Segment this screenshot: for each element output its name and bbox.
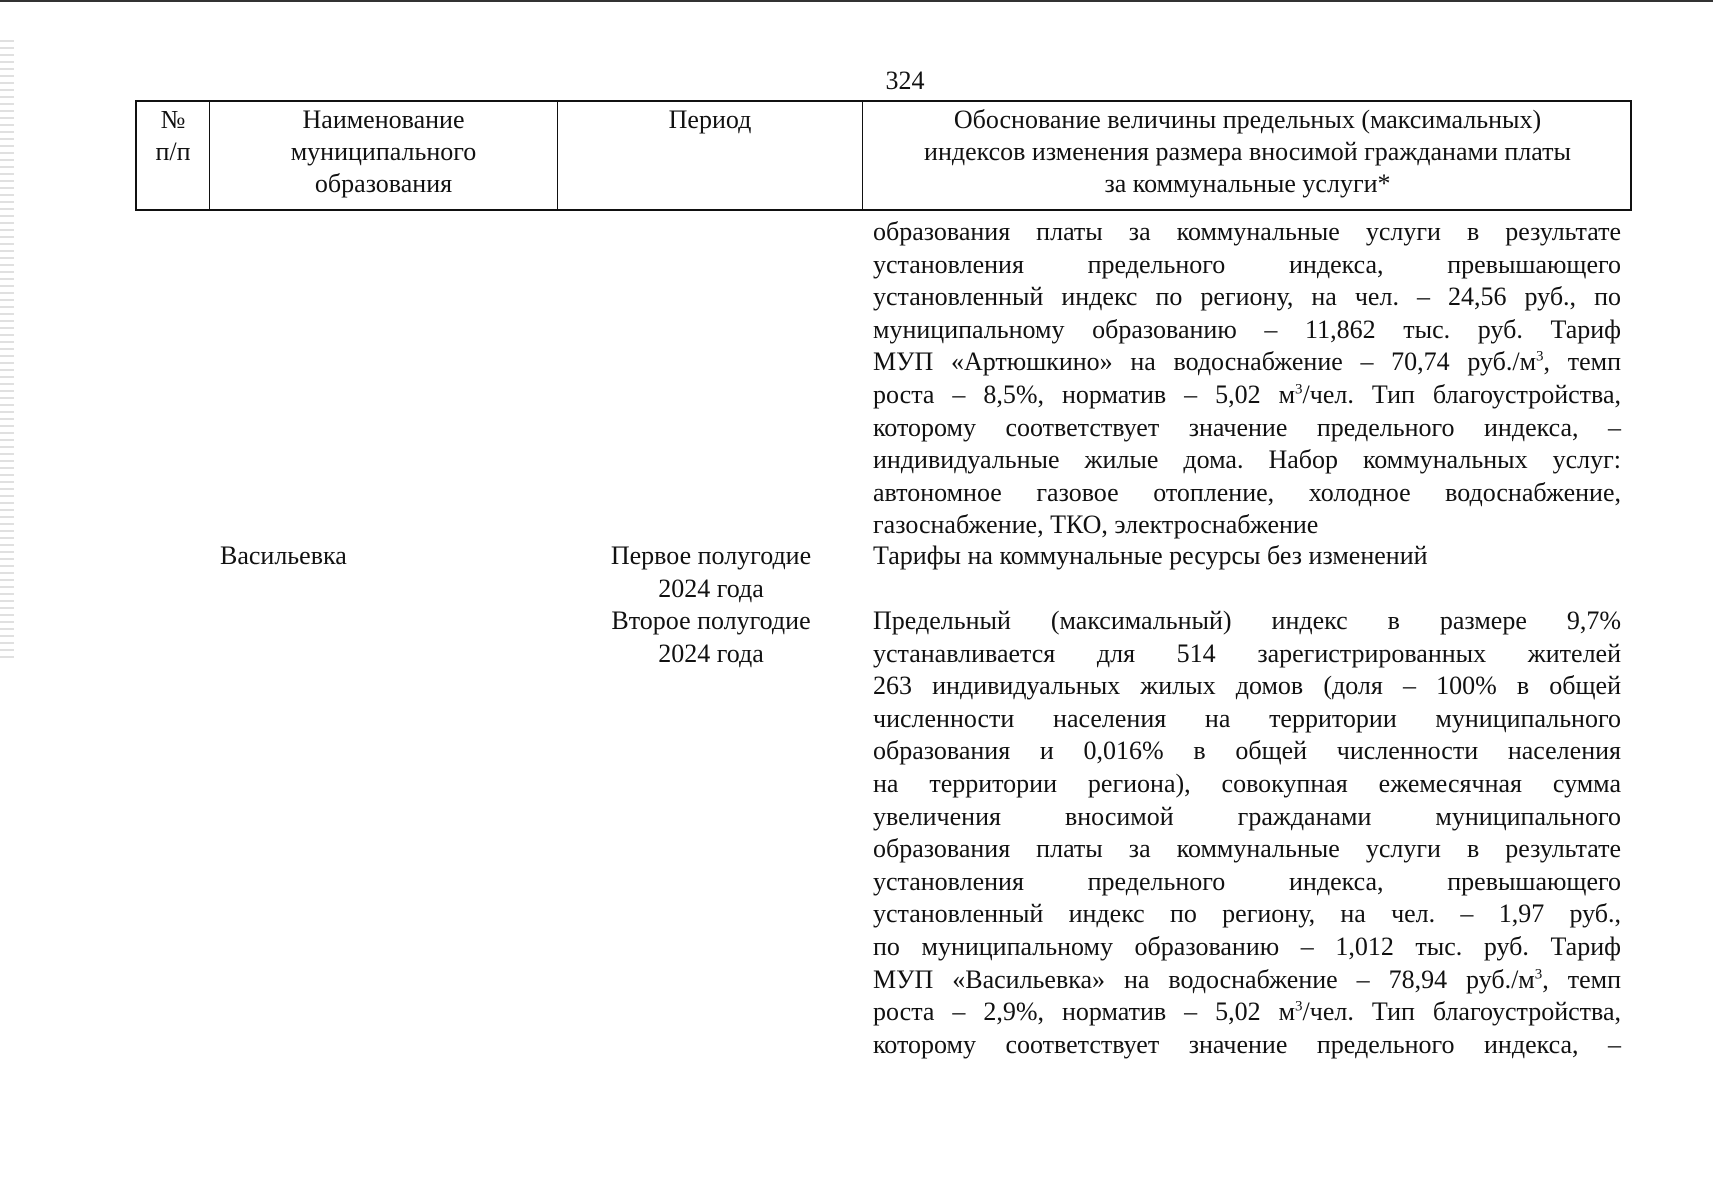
period-second-half: [586, 605, 836, 670]
header-municipality-line: Наименование: [302, 105, 465, 134]
page-number: 324: [885, 66, 925, 95]
tariff-text-end: , темп: [1543, 347, 1621, 377]
header-municipality-line: муниципального: [290, 137, 477, 166]
header-cell-period: [557, 102, 862, 209]
paragraph-line-growth: [873, 379, 1621, 412]
header-basis-line: Обоснование величины предельных (максимальных): [953, 105, 1542, 134]
paragraph-line: установления предельного индекса, превышающего: [873, 249, 1621, 279]
paragraph-line: образования платы за коммунальные услуги в результате: [873, 834, 1621, 864]
paragraph-line-tariff: [873, 346, 1621, 379]
tariff-text: МУП «Артюшкино» на водоснабжение – 70,74 руб./м: [873, 347, 1537, 377]
paragraph-line: автономное газовое отопление, холодное водоснабжение,: [873, 477, 1621, 507]
superscript: 3: [1534, 965, 1543, 982]
paragraph-line: образования платы за коммунальные услуги в результате: [873, 217, 1621, 246]
scan-edge-noise: [0, 40, 14, 660]
period-first-half: [586, 540, 836, 605]
header-cell-number: [137, 102, 209, 209]
period-line: 2024 года: [658, 638, 764, 668]
continuation-paragraph: [873, 216, 1621, 542]
paragraph-line: численности населения на территории муниципального: [873, 703, 1621, 733]
tariff-text-end: , темп: [1542, 964, 1621, 994]
superscript: 3: [1295, 381, 1303, 398]
second-half-basis-paragraph: [873, 605, 1621, 1061]
paragraph-line: по муниципальному образованию – 1,012 тыс. руб. Тариф: [873, 931, 1621, 961]
paragraph-line: которому соответствует значение предельного индекса, –: [873, 412, 1621, 442]
paragraph-line: увеличения вносимой гражданами муниципального: [873, 801, 1621, 831]
paragraph-line: устанавливается для 514 зарегистрированных жителей: [873, 638, 1621, 668]
growth-text-end: /чел. Тип благоустройства,: [1302, 379, 1621, 409]
period-line: 2024 года: [658, 573, 764, 603]
growth-text: роста – 8,5%, норматив – 5,02 м: [873, 379, 1296, 409]
paragraph-line: 263 индивидуальных жилых домов (доля – 100% в общей: [873, 671, 1621, 701]
superscript: 3: [1536, 348, 1544, 365]
header-municipality-line: образования: [314, 169, 453, 198]
period-line: Второе полугодие: [611, 606, 811, 635]
table-header: [135, 100, 1632, 211]
paragraph-line: установленный индекс по региону, на чел. – 24,56 руб., по: [873, 282, 1621, 312]
superscript: 3: [1295, 998, 1303, 1015]
header-cell-municipality: [209, 102, 557, 209]
paragraph-line: муниципальному образованию – 11,862 тыс. руб. Тариф: [873, 314, 1621, 344]
header-period-label: Период: [668, 105, 752, 134]
paragraph-line: которому соответствует значение предельного индекса, –: [873, 1029, 1621, 1059]
header-number-line: п/п: [155, 137, 191, 166]
growth-text-end: /чел. Тип благоустройства,: [1302, 997, 1621, 1027]
paragraph-line: индивидуальные жилые дома. Набор коммунальных услуг:: [873, 445, 1621, 475]
paragraph-line-tariff: [873, 964, 1621, 997]
paragraph-line-growth: [873, 996, 1621, 1029]
header-number-line: №: [160, 105, 186, 134]
first-half-basis: Тарифы на коммунальные ресурсы без изменений: [873, 541, 1428, 570]
header-cell-basis: [862, 102, 1632, 209]
period-line: Первое полугодие: [610, 541, 812, 570]
top-border-line: [0, 0, 1713, 2]
growth-text: роста – 2,9%, норматив – 5,02 м: [873, 997, 1296, 1027]
paragraph-line: установленный индекс по региону, на чел. – 1,97 руб.,: [873, 899, 1621, 929]
header-basis-line: за коммунальные услуги*: [1104, 169, 1391, 198]
paragraph-line-last: газоснабжение, ТКО, электроснабжение: [873, 510, 1319, 540]
tariff-text: МУП «Васильевка» на водоснабжение – 78,94 руб./м: [873, 964, 1535, 994]
municipality-name: Васильевка: [220, 541, 347, 570]
paragraph-line: образования и 0,016% в общей численности населения: [873, 736, 1621, 766]
paragraph-line: Предельный (максимальный) индекс в размере 9,7%: [873, 606, 1621, 635]
paragraph-line: на территории региона), совокупная ежемесячная сумма: [873, 768, 1621, 798]
header-basis-line: индексов изменения размера вносимой гражданами платы: [924, 137, 1571, 166]
paragraph-line: установления предельного индекса, превышающего: [873, 866, 1621, 896]
